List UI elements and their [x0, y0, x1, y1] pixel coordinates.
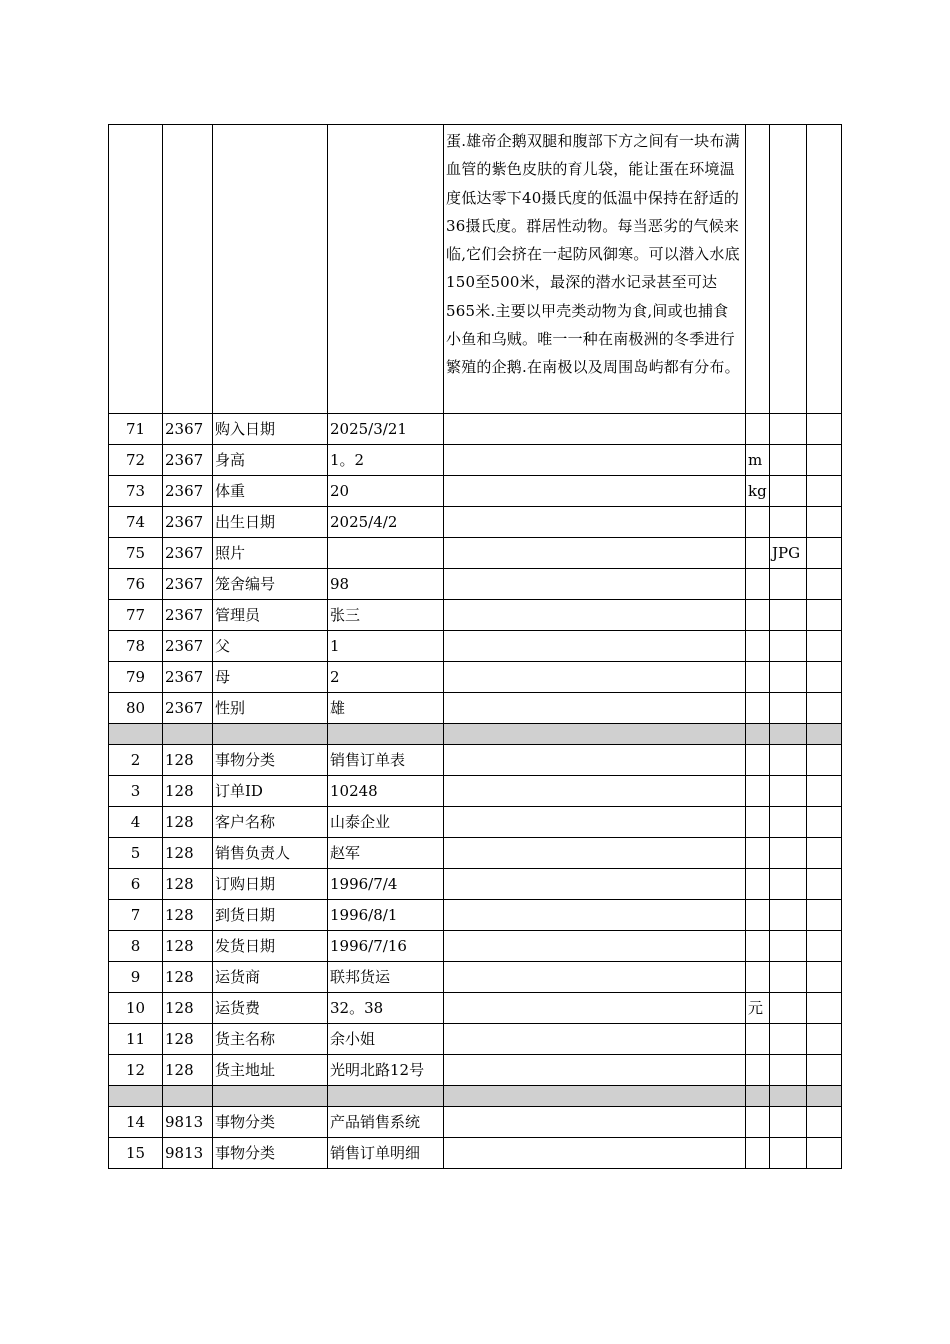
cell-name: 货主地址	[213, 1055, 328, 1086]
cell-no: 79	[109, 662, 163, 693]
cell-unit	[746, 125, 770, 414]
cell-no: 14	[109, 1107, 163, 1138]
cell-description	[444, 476, 746, 507]
cell-id: 2367	[163, 569, 213, 600]
cell-no: 11	[109, 1024, 163, 1055]
cell-value: 1996/7/16	[328, 931, 444, 962]
cell-description	[444, 900, 746, 931]
cell-unit	[746, 869, 770, 900]
cell-unit: m	[746, 445, 770, 476]
cell-value	[328, 125, 444, 414]
separator-cell	[444, 1086, 746, 1107]
cell-value: 98	[328, 569, 444, 600]
cell-name: 出生日期	[213, 507, 328, 538]
cell-value: 2025/3/21	[328, 414, 444, 445]
cell-unit	[746, 807, 770, 838]
cell-format	[770, 569, 807, 600]
cell-format	[770, 993, 807, 1024]
cell-format	[770, 1024, 807, 1055]
cell-no: 6	[109, 869, 163, 900]
cell-value: 雄	[328, 693, 444, 724]
cell-format	[770, 507, 807, 538]
cell-value: 20	[328, 476, 444, 507]
cell-value: 10248	[328, 776, 444, 807]
cell-no: 10	[109, 993, 163, 1024]
cell-description	[444, 962, 746, 993]
cell-id: 128	[163, 776, 213, 807]
cell-description	[444, 838, 746, 869]
cell-value: 余小姐	[328, 1024, 444, 1055]
cell-name: 运货费	[213, 993, 328, 1024]
separator-row	[109, 1086, 842, 1107]
cell-format	[770, 838, 807, 869]
separator-cell	[163, 1086, 213, 1107]
separator-row	[109, 724, 842, 745]
cell-unit	[746, 1107, 770, 1138]
separator-cell	[328, 724, 444, 745]
cell-unit	[746, 662, 770, 693]
cell-name: 客户名称	[213, 807, 328, 838]
cell-value: 张三	[328, 600, 444, 631]
table-row	[109, 838, 842, 869]
cell-extra	[807, 869, 842, 900]
cell-description	[444, 1055, 746, 1086]
cell-id: 2367	[163, 631, 213, 662]
cell-id: 128	[163, 931, 213, 962]
cell-name: 事物分类	[213, 1107, 328, 1138]
cell-description	[444, 507, 746, 538]
cell-description	[444, 869, 746, 900]
cell-format	[770, 807, 807, 838]
cell-extra	[807, 900, 842, 931]
cell-value: 山泰企业	[328, 807, 444, 838]
cell-extra	[807, 745, 842, 776]
separator-cell	[109, 724, 163, 745]
cell-extra	[807, 693, 842, 724]
table-row	[109, 1138, 842, 1169]
cell-id: 2367	[163, 662, 213, 693]
cell-extra	[807, 631, 842, 662]
cell-name	[213, 125, 328, 414]
cell-unit	[746, 1138, 770, 1169]
cell-description	[444, 776, 746, 807]
cell-id: 2367	[163, 445, 213, 476]
cell-value	[328, 538, 444, 569]
table-row	[109, 1055, 842, 1086]
cell-value: 联邦货运	[328, 962, 444, 993]
cell-no: 12	[109, 1055, 163, 1086]
separator-cell	[163, 724, 213, 745]
cell-unit	[746, 569, 770, 600]
cell-value: 1996/8/1	[328, 900, 444, 931]
cell-id: 2367	[163, 507, 213, 538]
cell-name: 销售负责人	[213, 838, 328, 869]
cell-value: 1。2	[328, 445, 444, 476]
table-row	[109, 600, 842, 631]
cell-id: 2367	[163, 414, 213, 445]
cell-name: 事物分类	[213, 1138, 328, 1169]
cell-unit: 元	[746, 993, 770, 1024]
cell-extra	[807, 1055, 842, 1086]
cell-value: 产品销售系统	[328, 1107, 444, 1138]
cell-id: 128	[163, 838, 213, 869]
table-row	[109, 807, 842, 838]
separator-cell	[807, 724, 842, 745]
separator-cell	[444, 724, 746, 745]
cell-no: 4	[109, 807, 163, 838]
cell-extra	[807, 445, 842, 476]
cell-id: 2367	[163, 538, 213, 569]
cell-unit: kg	[746, 476, 770, 507]
cell-name: 照片	[213, 538, 328, 569]
cell-id: 128	[163, 869, 213, 900]
cell-description	[444, 445, 746, 476]
cell-no	[109, 125, 163, 414]
separator-cell	[770, 1086, 807, 1107]
cell-no: 7	[109, 900, 163, 931]
cell-unit	[746, 538, 770, 569]
cell-id: 2367	[163, 476, 213, 507]
cell-name: 货主名称	[213, 1024, 328, 1055]
cell-format	[770, 931, 807, 962]
cell-extra	[807, 507, 842, 538]
cell-name: 订单ID	[213, 776, 328, 807]
cell-extra	[807, 1138, 842, 1169]
cell-extra	[807, 931, 842, 962]
table-row	[109, 931, 842, 962]
cell-format	[770, 476, 807, 507]
table-row	[109, 445, 842, 476]
cell-no: 75	[109, 538, 163, 569]
cell-value: 光明北路12号	[328, 1055, 444, 1086]
cell-no: 71	[109, 414, 163, 445]
cell-name: 管理员	[213, 600, 328, 631]
cell-name: 发货日期	[213, 931, 328, 962]
cell-id: 2367	[163, 693, 213, 724]
cell-extra	[807, 993, 842, 1024]
cell-name: 订购日期	[213, 869, 328, 900]
cell-extra	[807, 1107, 842, 1138]
cell-unit	[746, 776, 770, 807]
cell-id: 9813	[163, 1138, 213, 1169]
table-row	[109, 569, 842, 600]
cell-no: 3	[109, 776, 163, 807]
cell-format	[770, 445, 807, 476]
cell-no: 77	[109, 600, 163, 631]
cell-extra	[807, 538, 842, 569]
table-row	[109, 125, 842, 414]
cell-extra	[807, 776, 842, 807]
separator-cell	[746, 724, 770, 745]
cell-extra	[807, 1024, 842, 1055]
cell-extra	[807, 476, 842, 507]
cell-value: 2025/4/2	[328, 507, 444, 538]
cell-id: 128	[163, 900, 213, 931]
cell-format	[770, 1055, 807, 1086]
cell-id: 128	[163, 745, 213, 776]
cell-description	[444, 600, 746, 631]
cell-value: 销售订单表	[328, 745, 444, 776]
separator-cell	[213, 724, 328, 745]
cell-no: 80	[109, 693, 163, 724]
cell-id: 128	[163, 1024, 213, 1055]
table-row	[109, 538, 842, 569]
cell-id: 128	[163, 962, 213, 993]
cell-format	[770, 900, 807, 931]
cell-no: 8	[109, 931, 163, 962]
cell-value: 2	[328, 662, 444, 693]
cell-unit	[746, 931, 770, 962]
cell-unit	[746, 414, 770, 445]
cell-id: 2367	[163, 600, 213, 631]
cell-description	[444, 693, 746, 724]
table-row	[109, 776, 842, 807]
cell-description	[444, 807, 746, 838]
cell-value: 1996/7/4	[328, 869, 444, 900]
cell-description	[444, 631, 746, 662]
cell-id: 128	[163, 993, 213, 1024]
table-row	[109, 414, 842, 445]
cell-name: 笼舍编号	[213, 569, 328, 600]
cell-no: 74	[109, 507, 163, 538]
cell-name: 体重	[213, 476, 328, 507]
data-table	[108, 124, 842, 1169]
table-row	[109, 1024, 842, 1055]
cell-name: 母	[213, 662, 328, 693]
table-row	[109, 507, 842, 538]
cell-format	[770, 869, 807, 900]
cell-name: 事物分类	[213, 745, 328, 776]
cell-format	[770, 1138, 807, 1169]
cell-extra	[807, 962, 842, 993]
cell-extra	[807, 807, 842, 838]
cell-name: 父	[213, 631, 328, 662]
cell-format	[770, 631, 807, 662]
cell-no: 73	[109, 476, 163, 507]
separator-cell	[213, 1086, 328, 1107]
cell-description	[444, 931, 746, 962]
cell-id: 128	[163, 807, 213, 838]
cell-description	[444, 569, 746, 600]
cell-description	[444, 538, 746, 569]
table-body	[109, 125, 842, 1169]
cell-format	[770, 125, 807, 414]
table-row	[109, 962, 842, 993]
cell-unit	[746, 693, 770, 724]
cell-id: 128	[163, 1055, 213, 1086]
cell-value: 32。38	[328, 993, 444, 1024]
cell-unit	[746, 507, 770, 538]
cell-unit	[746, 838, 770, 869]
cell-format	[770, 414, 807, 445]
cell-extra	[807, 414, 842, 445]
cell-no: 15	[109, 1138, 163, 1169]
cell-no: 2	[109, 745, 163, 776]
cell-unit	[746, 900, 770, 931]
cell-id: 9813	[163, 1107, 213, 1138]
cell-format	[770, 1107, 807, 1138]
cell-description	[444, 662, 746, 693]
cell-format	[770, 962, 807, 993]
cell-value: 销售订单明细	[328, 1138, 444, 1169]
cell-format	[770, 662, 807, 693]
cell-value: 赵军	[328, 838, 444, 869]
separator-cell	[770, 724, 807, 745]
table-row	[109, 631, 842, 662]
table-row	[109, 745, 842, 776]
cell-name: 性别	[213, 693, 328, 724]
table-row	[109, 993, 842, 1024]
cell-name: 购入日期	[213, 414, 328, 445]
cell-description	[444, 745, 746, 776]
cell-description	[444, 1138, 746, 1169]
cell-format	[770, 600, 807, 631]
cell-extra	[807, 600, 842, 631]
cell-no: 72	[109, 445, 163, 476]
cell-name: 运货商	[213, 962, 328, 993]
cell-no: 9	[109, 962, 163, 993]
cell-description	[444, 1107, 746, 1138]
table-row	[109, 900, 842, 931]
cell-format	[770, 745, 807, 776]
cell-extra	[807, 125, 842, 414]
cell-no: 76	[109, 569, 163, 600]
cell-unit	[746, 1055, 770, 1086]
separator-cell	[109, 1086, 163, 1107]
cell-no: 78	[109, 631, 163, 662]
cell-format	[770, 693, 807, 724]
cell-extra	[807, 838, 842, 869]
cell-description: 蛋.雄帝企鹅双腿和腹部下方之间有一块布满血管的紫色皮肤的育儿袋，能让蛋在环境温度低达零下40摄氏度的低温中保持在舒适的36摄氏度。群居性动物。每当恶劣的气候来临,它们会挤在一起防风御寒。可以潜入水底150至500米，最深的潜水记录甚至可达565米.主要以甲壳类动物为食,间或也捕食小鱼和乌贼。唯一一种在南极洲的冬季进行繁殖的企鹅.在南极以及周围岛屿都有分布。	[444, 125, 746, 414]
cell-value: 1	[328, 631, 444, 662]
separator-cell	[807, 1086, 842, 1107]
cell-name: 身高	[213, 445, 328, 476]
cell-unit	[746, 962, 770, 993]
cell-unit	[746, 600, 770, 631]
separator-cell	[746, 1086, 770, 1107]
cell-unit	[746, 631, 770, 662]
separator-cell	[328, 1086, 444, 1107]
cell-extra	[807, 662, 842, 693]
cell-format	[770, 776, 807, 807]
table-row	[109, 476, 842, 507]
cell-id	[163, 125, 213, 414]
table-row	[109, 662, 842, 693]
cell-extra	[807, 569, 842, 600]
cell-unit	[746, 745, 770, 776]
cell-no: 5	[109, 838, 163, 869]
cell-description	[444, 1024, 746, 1055]
table-row	[109, 869, 842, 900]
table-row	[109, 693, 842, 724]
cell-description	[444, 993, 746, 1024]
cell-unit	[746, 1024, 770, 1055]
cell-description	[444, 414, 746, 445]
table-row	[109, 1107, 842, 1138]
cell-format: JPG	[770, 538, 807, 569]
cell-name: 到货日期	[213, 900, 328, 931]
